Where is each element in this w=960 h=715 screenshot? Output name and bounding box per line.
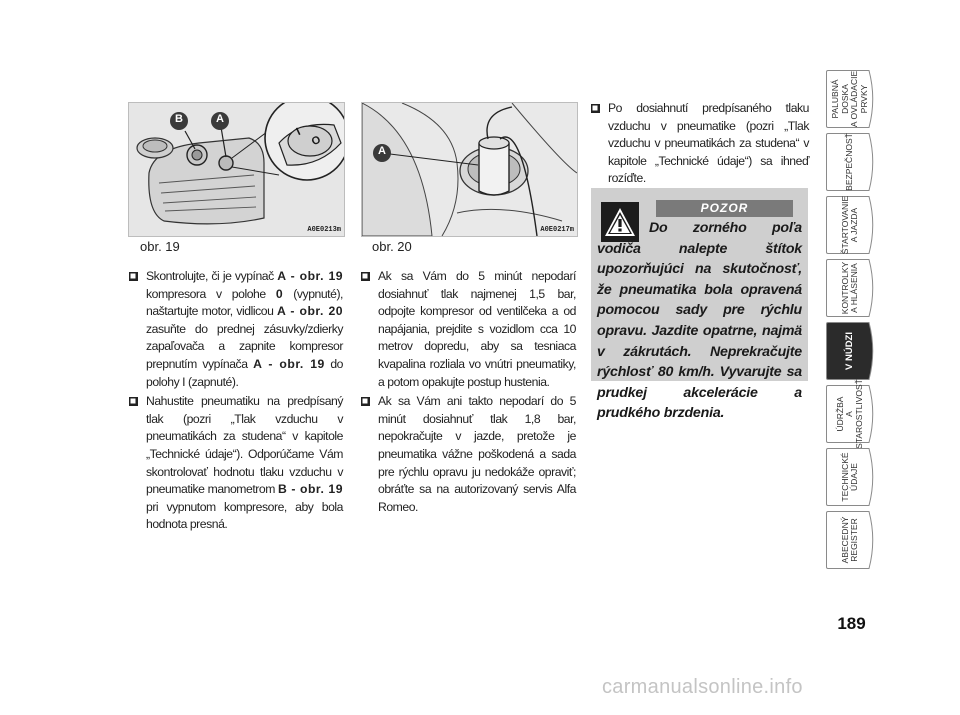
figure-19-label-b: B: [175, 113, 183, 125]
text-column-3: [591, 100, 809, 190]
tab-label: [828, 133, 872, 191]
figure-19-label-a: A: [216, 113, 224, 125]
figure-reference: B - obr. 19: [278, 482, 343, 497]
tab-label-line: KONTROLKY: [839, 261, 850, 315]
chapter-tab[interactable]: [826, 322, 877, 380]
paragraph-text: pri vypnutom kompresore, aby bola hodnota presná.: [146, 499, 343, 532]
paragraph-text: Ak sa Vám do 5 minút nepodarí dosiahnuť tlak najmenej 1,5 bar, odpojte kompresor od ventilčeka a od napájania, prejdite s vozidlom cca 10 metrov dopredu, aby sa tesniaca kvapalina rozliala vo vnútri pneumatiky, a potom opakujte postup hustenia.: [378, 269, 576, 389]
paragraph-text: Skontrolujte, či je vypínač: [146, 269, 278, 283]
tab-label: [828, 448, 872, 506]
tab-label-line: A STAROSTLIVOSŤ: [844, 379, 864, 449]
figure-reference: A - obr. 20: [277, 304, 344, 319]
tab-label-line: PALUBNÁ DOSKA: [830, 79, 850, 119]
tab-label-line: A OVLÁDACIE PRVKY: [849, 70, 869, 128]
warning-title: POZOR: [656, 200, 793, 217]
bullet-paragraph: [129, 393, 343, 534]
checkbox-bullet-icon: [361, 397, 370, 406]
paragraph-text: Po dosiahnutí predpísaného tlaku vzduchu v pneumatike (pozri „Tlak vzduchu v pneumatikách za studena“ v kapitole „Technické údaje“) sa ihneď rozíďte.: [608, 101, 809, 186]
text-column-1: [129, 268, 343, 536]
tab-label: [828, 379, 872, 449]
tab-label-line: A HLÁSENIA: [849, 263, 859, 313]
paragraph-text: do polohy I (zapnuté).: [146, 356, 343, 389]
figure-20-caption: obr. 20: [372, 239, 412, 254]
tab-label-line: REGISTER: [849, 518, 859, 562]
figure-19: [128, 102, 345, 237]
warning-box: [591, 188, 808, 422]
bullet-paragraph: [129, 268, 343, 391]
chapter-tab[interactable]: [826, 448, 877, 506]
tab-label: [828, 196, 872, 254]
tab-label-line: TECHNICKÉ ÚDAJE: [839, 452, 859, 502]
checkbox-bullet-icon: [129, 272, 138, 281]
tab-label: [828, 322, 872, 380]
checkbox-bullet-icon: [361, 272, 370, 281]
power-socket-illustration: [362, 103, 577, 236]
chapter-tab[interactable]: [826, 379, 877, 449]
switch-label-on: I: [294, 125, 303, 139]
bullet-paragraph: [591, 100, 809, 188]
tab-label: [828, 259, 872, 317]
figure-19-code: A0E0213m: [307, 226, 341, 234]
figure-reference: A - obr. 19: [277, 269, 343, 283]
chapter-tab[interactable]: [826, 133, 877, 191]
tab-label-line: V NÚDZI: [844, 332, 856, 370]
chapter-tab[interactable]: [826, 259, 877, 317]
tab-label-line: BEZPEČNOSŤ: [844, 133, 855, 191]
paragraph-text: kompresora v polohe: [146, 286, 276, 301]
tab-label: [828, 70, 872, 128]
paragraph-text: Nahustite pneumatiku na predpísaný tlak (pozri „Tlak vzduchu v pneumatikách za studena“ v kapitole „Technické údaje“). Odporúčame Vám skontrolovať hodnotu tlaku vzduchu v pneumatike manometrom: [146, 394, 343, 497]
tab-label-line: ŠTARTOVANIE: [839, 195, 850, 255]
tab-label-line: ÚDRŽBA: [834, 396, 845, 432]
paragraph-text: Ak sa Vám ani takto nepodarí do 5 minút dosiahnuť tlak 1,8 bar, nepokračujte v jazde, pretože je pneumatika vážne poškodená a sada pre rýchlu opravu ju nedokáže opraviť; obráťte sa na autorizovaný servis Alfa Romeo.: [378, 394, 576, 514]
warning-text-body: Do zorného poľa vodiča nalepte štítok upozorňujúci na skutočnosť, že pneumatika bola opravená pomocou sady pre rýchlu opravu. Jazdite opatrne, najmä v zákrutách. Neprekračujte rýchlosť 80 km/h. Vyvarujte sa prudkej akcelerácie a prudkého brzdenia.: [597, 220, 802, 422]
checkbox-bullet-icon: [129, 397, 138, 406]
figure-20-label-a: A: [378, 145, 386, 157]
chapter-tab[interactable]: [826, 196, 877, 254]
switch-label-off: O: [309, 133, 323, 149]
tab-label: [828, 511, 872, 569]
compressor-illustration: [129, 103, 344, 236]
paragraph-text: (vypnuté), naštartujte motor, vidlicou: [146, 286, 343, 319]
figure-20-code: A0E0217m: [540, 226, 574, 234]
figure-19-caption: obr. 19: [140, 239, 180, 254]
figure-reference: 0: [275, 286, 284, 301]
checkbox-bullet-icon: [591, 104, 600, 113]
watermark-text: carmanualsonline.info: [602, 676, 803, 698]
bullet-paragraph: [361, 268, 576, 391]
text-column-2: [361, 268, 576, 518]
warning-text: [597, 218, 802, 424]
tab-label-line: ABECEDNÝ: [839, 516, 850, 564]
page-number: 189: [837, 614, 866, 633]
chapter-tab[interactable]: [826, 70, 877, 128]
paragraph-text: zasuňte do prednej zásuvky/zdierky zapaľovača a zapnite kompresor prepnutím vypínača: [146, 321, 343, 371]
chapter-tab[interactable]: [826, 511, 877, 569]
bullet-paragraph: [361, 393, 576, 516]
figure-reference: A - obr. 19: [253, 356, 325, 371]
figure-20: [361, 102, 578, 237]
tab-label-line: A JAZDA: [849, 207, 859, 243]
